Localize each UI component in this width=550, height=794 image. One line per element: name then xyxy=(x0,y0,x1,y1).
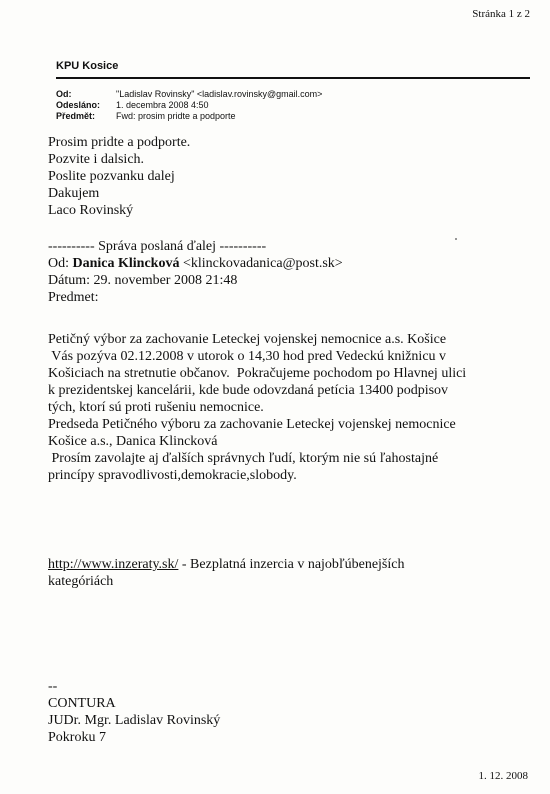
org-header xyxy=(56,56,530,79)
forward-from-email: <klinckovadanica@post.sk> xyxy=(179,256,343,271)
petition-line: princípy spravodlivosti,demokracie,slobody. xyxy=(48,468,297,483)
ad-line-2: kategóriách xyxy=(48,574,114,589)
petition-line: Predseda Petičného výboru za zachovanie Leteckej vojenskej nemocnice xyxy=(48,417,456,432)
meta-from-row xyxy=(56,89,322,100)
meta-sent-row xyxy=(56,100,322,111)
petition-line: Vás pozýva 02.12.2008 v utorok o 14,30 hod pred Vedeckú knižnicu v xyxy=(48,349,447,364)
message-body xyxy=(48,134,190,219)
message-line: Pozvite i dalsich. xyxy=(48,152,145,167)
meta-sent-label: Odesláno: xyxy=(56,100,101,110)
petition-line: Prosím zavolajte aj ďalších správnych ľudí, ktorým nie sú ľahostajné xyxy=(48,451,439,466)
message-line: Laco Rovinský xyxy=(48,203,134,218)
forward-date: Dátum: 29. november 2008 21:48 xyxy=(48,273,238,288)
petition-line: Petičný výbor za zachovanie Leteckej vojenskej nemocnice a.s. Košice xyxy=(48,332,447,347)
signature-dash: -- xyxy=(48,679,58,694)
petition-line: Košiciach na stretnutie občanov. Pokračujeme pochodom po Hlavnej ulici xyxy=(48,366,467,381)
page-number: Stránka 1 z 2 xyxy=(472,8,530,20)
forward-from-label: Od: xyxy=(48,256,73,271)
meta-subject-label: Předmět: xyxy=(56,111,96,121)
meta-from-value: "Ladislav Rovinsky" <ladislav.rovinsky@gmail.com> xyxy=(116,89,323,99)
message-line: Poslite pozvanku dalej xyxy=(48,169,175,184)
scan-speck xyxy=(455,238,457,240)
meta-from-label: Od: xyxy=(56,89,72,99)
ad-link[interactable]: http://www.inzeraty.sk/ xyxy=(48,557,179,572)
org-name: KPU Kosice xyxy=(56,60,119,72)
message-line: Dakujem xyxy=(48,186,100,201)
ad-line xyxy=(48,556,404,573)
footer-date: 1. 12. 2008 xyxy=(478,770,528,782)
ad-footer xyxy=(48,556,404,590)
petition-text xyxy=(48,331,528,484)
ad-text: - Bezplatná inzercia v najobľúbenejších xyxy=(178,557,405,572)
petition-line: Košice a.s., Danica Klincková xyxy=(48,434,218,449)
forwarded-header xyxy=(48,238,343,306)
meta-subject-value: Fwd: prosim pridte a podporte xyxy=(116,111,236,121)
signature-street: Pokroku 7 xyxy=(48,730,106,745)
message-line: Prosim pridte a podporte. xyxy=(48,135,191,150)
signature-company: CONTURA xyxy=(48,696,116,711)
petition-line: k prezidentskej kancelárii, kde bude odovzdaná petícia 13400 podpisov xyxy=(48,383,449,398)
signature xyxy=(48,678,220,746)
meta-sent-value: 1. decembra 2008 4:50 xyxy=(116,100,209,110)
email-meta xyxy=(56,89,322,122)
forward-separator: ---------- Správa poslaná ďalej ---------- xyxy=(48,239,267,254)
signature-name: JUDr. Mgr. Ladislav Rovinský xyxy=(48,713,221,728)
petition-line: tých, ktorí sú proti rušeniu nemocnice. xyxy=(48,400,264,415)
forward-subject: Predmet: xyxy=(48,290,99,305)
meta-subject-row xyxy=(56,111,322,122)
forward-from-line xyxy=(48,255,343,272)
forward-from-name: Danica Klincková xyxy=(72,256,180,271)
